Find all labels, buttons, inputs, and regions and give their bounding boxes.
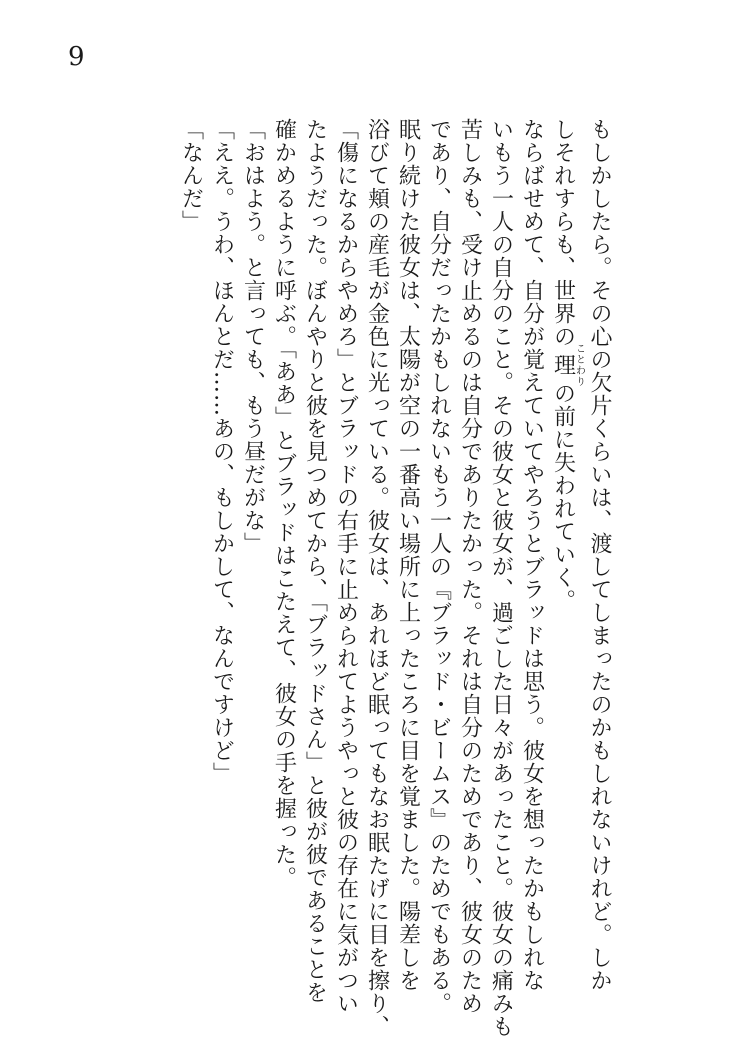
text-line-11: 確かめるように呼ぶ。「ああ」とブラッドはこたえて、彼女の手を握った。 (271, 118, 297, 889)
text-line-7: 眠り続けた彼女は、太陽が空の一番高い場所に上ったころに目を覚ました。陽差しを (395, 118, 421, 992)
page-number: 9 (68, 42, 85, 72)
text-line-8: 浴びて頬の産毛が金色に光っている。彼女は、あれほど眠ってもなお眠たげに目を擦り、 (364, 118, 390, 1038)
text-line-2 (548, 118, 585, 998)
text-line-13: 「ええ。うわ、ほんとだ……あの、もしかして、なんですけど」 (209, 118, 235, 785)
text-line-4: いもう一人の自分のこと。その彼女と彼女が、過ごした日々があったこと。彼女の痛みも (488, 118, 514, 1038)
text-line-12: 「おはよう。と言っても、もう昼だがな」 (240, 118, 266, 555)
ruby-reading: ことわり (573, 343, 585, 387)
text-line-9: 「傷になるからやめろ」とブラッドの右手に止められてようやっと彼の存在に気がつい (333, 118, 359, 1015)
vertical-text-body (176, 118, 616, 1038)
text-line-1: もしかしたら。その心の欠片くらいは、渡してしまったのかもしれないけれど。しか (587, 118, 612, 992)
text-line-2-start: しそれすらも、世界の (550, 118, 576, 348)
text-line-5: 苦しみも、受け止めるのは自分でありたかった。それは自分のためであり、彼女のため (457, 118, 483, 1015)
text-line-14: 「なんだ」 (178, 118, 204, 233)
text-line-2-end: の前に失われていく。 (550, 382, 576, 612)
text-line-6: であり、自分だったかもしれないもう一人の『ブラッド・ビームス』のためでもある。 (426, 118, 452, 1015)
text-line-10: たようだった。ぼんやりと彼を見つめてから、「ブラッドさん」と彼が彼であることを (302, 118, 328, 1004)
text-line-3: ならばせめて、自分が覚えていてやろうとブラッドは思う。彼女を想ったかもしれな (519, 118, 545, 992)
ruby-base: 理 (550, 343, 576, 387)
ruby-kotowari (550, 343, 585, 387)
